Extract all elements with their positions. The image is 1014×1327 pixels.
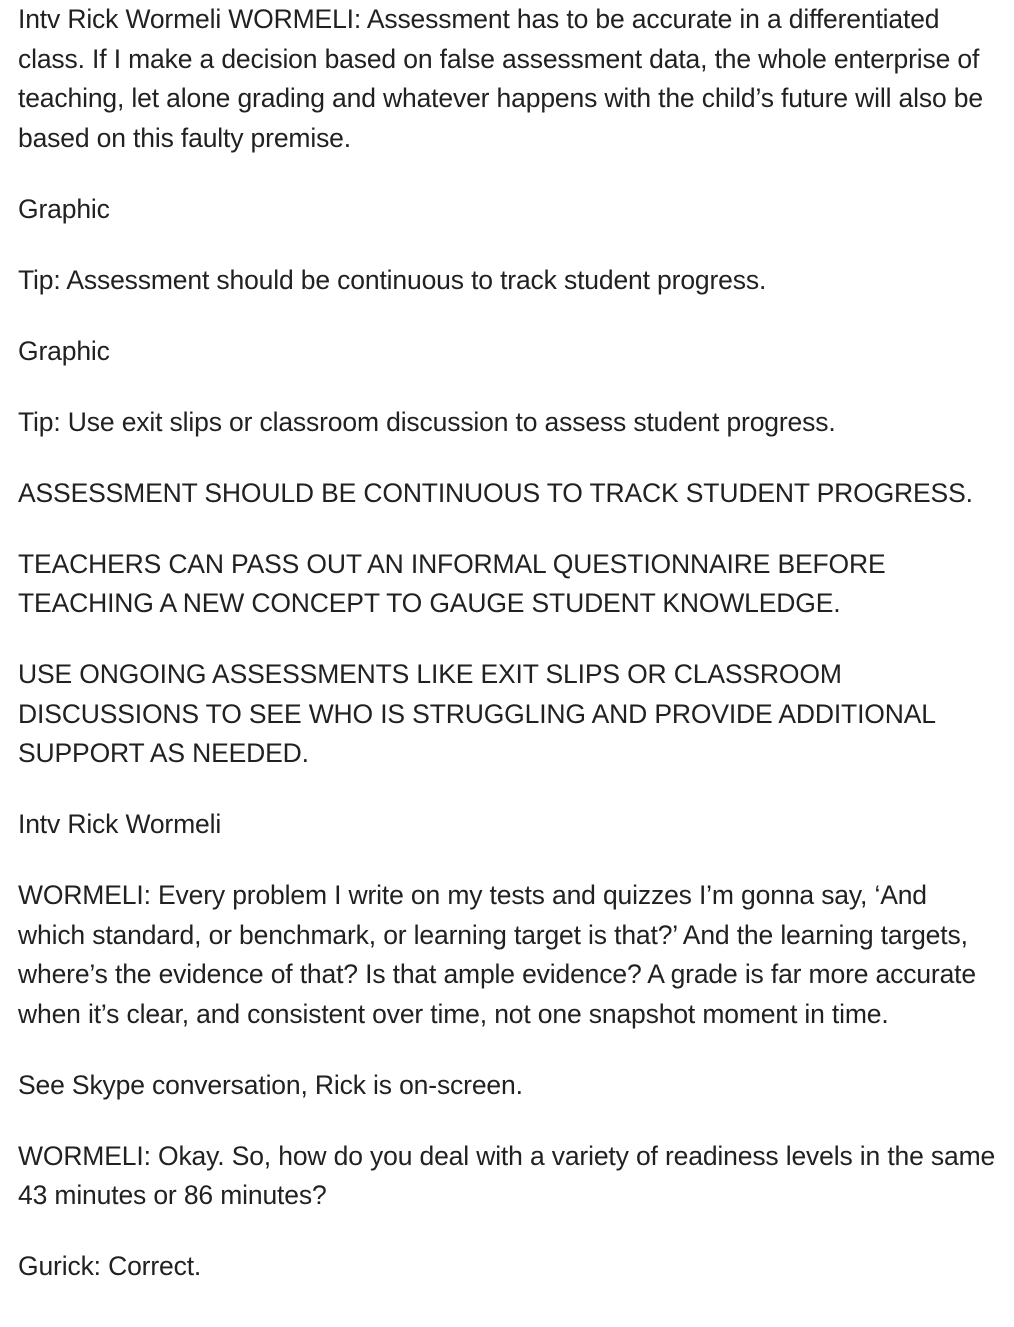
paragraph-interview-intro: Intv Rick Wormeli WORMELI: Assessment has to be accurate in a differentiated class. If I make a decision based on false assessment data, the whole enterprise of teaching, let alone grading and whatever happens with the child’s future will also be based on this faulty premise.: [18, 4, 983, 153]
paragraph-graphic-label: Graphic: [18, 193, 110, 224]
paragraph-caps-heading: TEACHERS CAN PASS OUT AN INFORMAL QUESTIONNAIRE BEFORE TEACHING A NEW CONCEPT TO GAUGE STUDENT KNOWLEDGE.: [18, 548, 886, 618]
paragraph-interview-label: Intv Rick Wormeli: [18, 809, 222, 839]
paragraph-gurick-reply: Gurick: Correct.: [18, 1251, 202, 1281]
paragraph-caps-heading: ASSESSMENT SHOULD BE CONTINUOUS TO TRACK STUDENT PROGRESS.: [18, 477, 973, 508]
paragraph-tip: Tip: Assessment should be continuous to track student progress.: [18, 264, 767, 295]
paragraph-caps-heading: USE ONGOING ASSESSMENTS LIKE EXIT SLIPS OR CLASSROOM DISCUSSIONS TO SEE WHO IS STRUGGLING AND PROVIDE ADDITIONAL SUPPORT AS NEEDED.: [18, 659, 935, 768]
paragraph-wormeli-quote: WORMELI: Okay. So, how do you deal with a variety of readiness levels in the same 43 minutes or 86 minutes?: [18, 1140, 996, 1210]
paragraph-scene-note: See Skype conversation, Rick is on-screen.: [18, 1069, 523, 1100]
paragraph-tip: Tip: Use exit slips or classroom discussion to assess student progress.: [18, 406, 836, 437]
paragraph-wormeli-quote: WORMELI: Every problem I write on my tests and quizzes I’m gonna say, ‘And which standard, or benchmark, or learning target is that?’ And the learning targets, where’s the evidence of that? Is that ample evidence? A grade is far more accurate when it’s clear, and consistent over time, not one snapshot moment in time.: [18, 880, 976, 1029]
paragraph-graphic-label: Graphic: [18, 335, 110, 366]
